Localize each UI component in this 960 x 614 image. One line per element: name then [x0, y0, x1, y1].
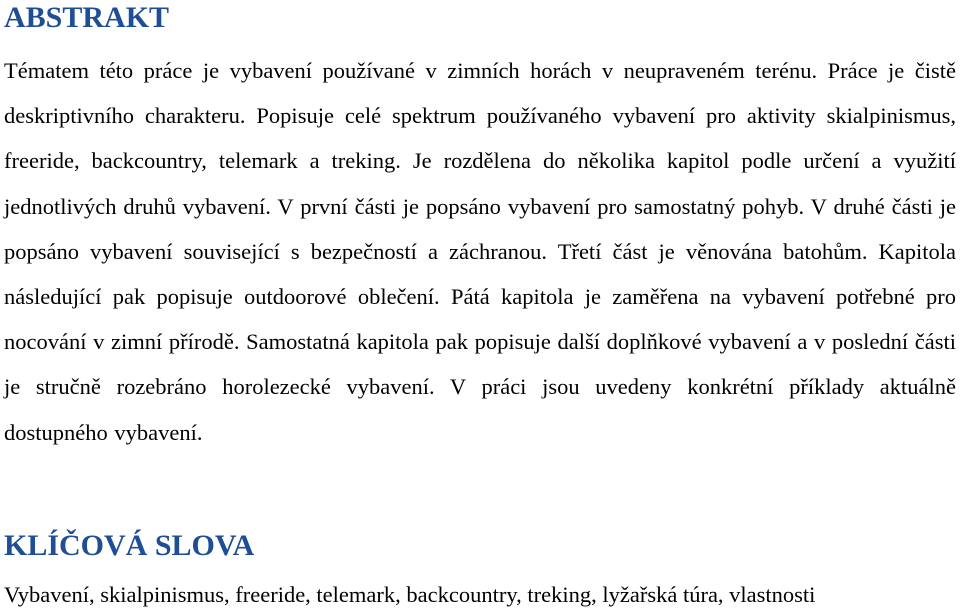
keywords-heading: KLÍČOVÁ SLOVA	[4, 529, 255, 562]
abstract-heading: ABSTRAKT	[4, 1, 170, 34]
abstract-paragraph: Tématem této práce je vybavení používané v zimních horách v neupraveném terénu. Práce je čistě deskriptivního charakteru. Popisuje celé spektrum používaného vybavení pro aktivity skialpinismus, freeride, backcountry, telemark a treking. Je rozdělena do několika kapitol podle určení a využití jednotlivých druhů vybavení. V první části je popsáno vybavení pro samostatný pohyb. V druhé části je popsáno vybavení související s bezpečností a záchranou. Třetí část je věnována batohům. Kapitola následující pak popisuje outdoorové oblečení. Pátá kapitola je zaměřena na vybavení potřebné pro nocování v zimní přírodě. Samostatná kapitola pak popisuje další doplňkové vybavení a v poslední části je stručně rozebráno horolezecké vybavení. V práci jsou uvedeny konkrétní příklady aktuálně dostupného vybavení.	[4, 58, 956, 445]
keywords-text: Vybavení, skialpinismus, freeride, telemark, backcountry, treking, lyžařská túra, vlastnosti	[4, 582, 816, 607]
